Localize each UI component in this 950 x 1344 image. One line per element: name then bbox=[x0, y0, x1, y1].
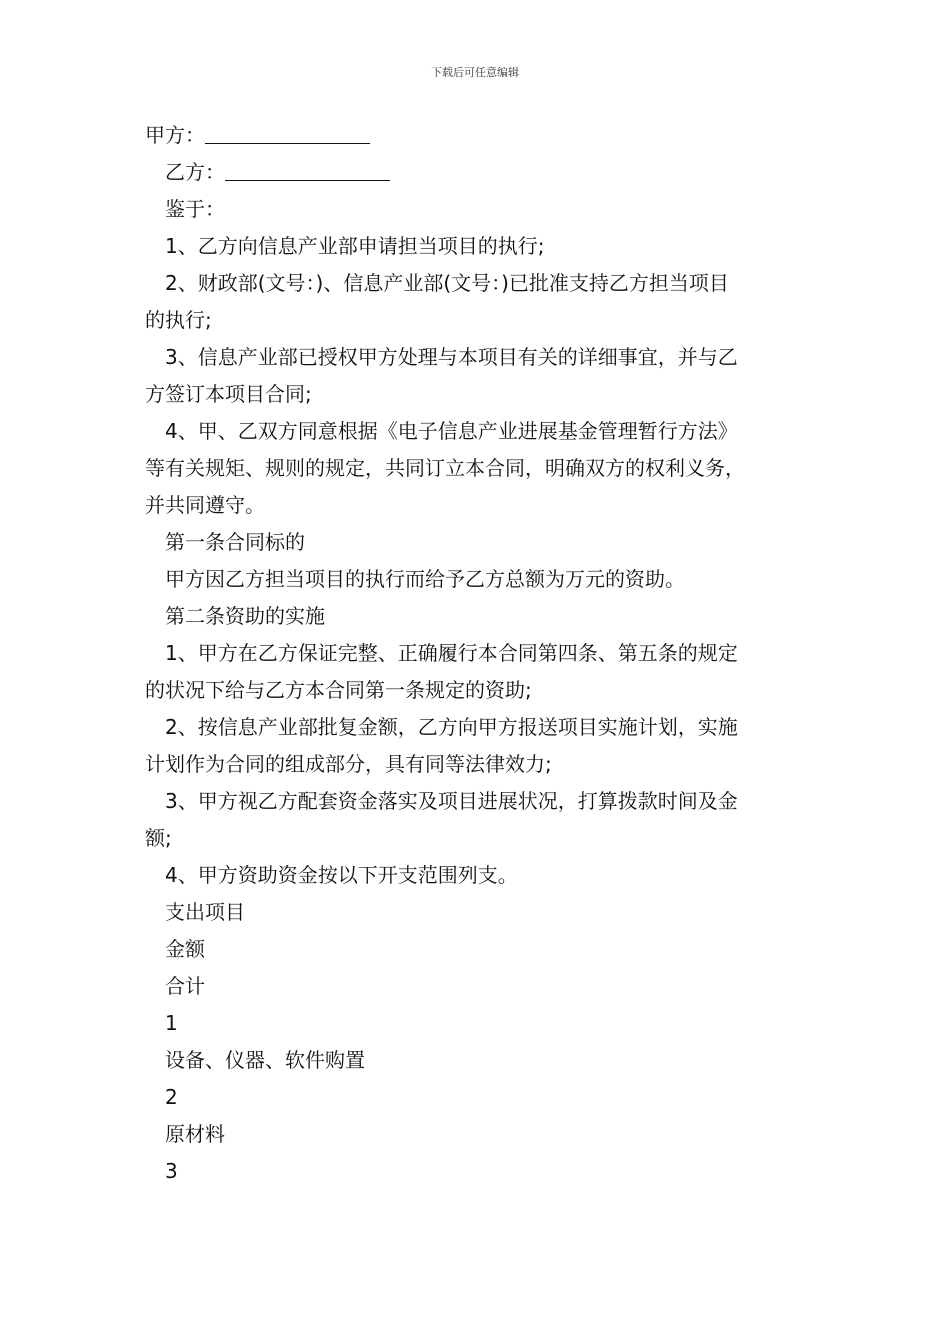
table-header-item: 支出项目 bbox=[165, 900, 245, 924]
item-3-line-2: 额; bbox=[145, 826, 172, 850]
recital-3-line-1: 3、信息产业部已授权甲方处理与本项目有关的详细事宜，并与乙 bbox=[165, 345, 738, 369]
recital-1: 1、乙方向信息产业部申请担当项目的执行; bbox=[165, 234, 545, 258]
table-row-2-item: 原材料 bbox=[165, 1122, 225, 1146]
recital-4-line-1: 4、甲、乙双方同意根据《电子信息产业进展基金管理暂行方法》 bbox=[165, 419, 738, 443]
table-row-1-number: 1 bbox=[165, 1011, 178, 1035]
table-row-2-number: 2 bbox=[165, 1085, 178, 1109]
item-3-line-1: 3、甲方视乙方配套资金落实及项目进展状况，打算拨款时间及金 bbox=[165, 789, 738, 813]
recital-4-line-3: 并共同遵守。 bbox=[145, 493, 265, 517]
table-row-3-number: 3 bbox=[165, 1159, 178, 1183]
party-a-blank bbox=[205, 121, 370, 144]
article-1-text: 甲方因乙方担当项目的执行而给予乙方总额为万元的资助。 bbox=[165, 567, 685, 591]
party-b-line bbox=[145, 154, 825, 191]
whereas-heading: 鉴于： bbox=[165, 197, 225, 221]
article-1-title: 第一条合同标的 bbox=[165, 530, 305, 554]
item-2-line-1: 2、按信息产业部批复金额，乙方向甲方报送项目实施计划，实施 bbox=[165, 715, 738, 739]
item-2-line-2: 计划作为合同的组成部分，具有同等法律效力; bbox=[145, 752, 552, 776]
item-4: 4、甲方资助资金按以下开支范围列支。 bbox=[165, 863, 518, 887]
party-a-line bbox=[145, 117, 825, 154]
recital-3-line-2: 方签订本项目合同; bbox=[145, 382, 312, 406]
table-header-amount: 金额 bbox=[165, 937, 205, 961]
party-b-blank bbox=[225, 158, 390, 181]
table-total: 合计 bbox=[165, 974, 205, 998]
recital-2-line-2: 的执行; bbox=[145, 308, 212, 332]
item-1-line-1: 1、甲方在乙方保证完整、正确履行本合同第四条、第五条的规定 bbox=[165, 641, 738, 665]
party-b-label: 乙方： bbox=[165, 160, 225, 184]
party-a-label: 甲方： bbox=[145, 123, 205, 147]
contract-body bbox=[145, 117, 825, 1190]
recital-2-line-1: 2、财政部(文号：)、信息产业部(文号：)已批准支持乙方担当项目 bbox=[165, 271, 729, 295]
item-1-line-2: 的状况下给与乙方本合同第一条规定的资助; bbox=[145, 678, 532, 702]
article-2-title: 第二条资助的实施 bbox=[165, 604, 325, 628]
page-header-note: 下载后可任意编辑 bbox=[431, 66, 519, 79]
table-row-1-item: 设备、仪器、软件购置 bbox=[165, 1048, 365, 1072]
recital-4-line-2: 等有关规矩、规则的规定，共同订立本合同，明确双方的权利义务， bbox=[145, 456, 745, 480]
